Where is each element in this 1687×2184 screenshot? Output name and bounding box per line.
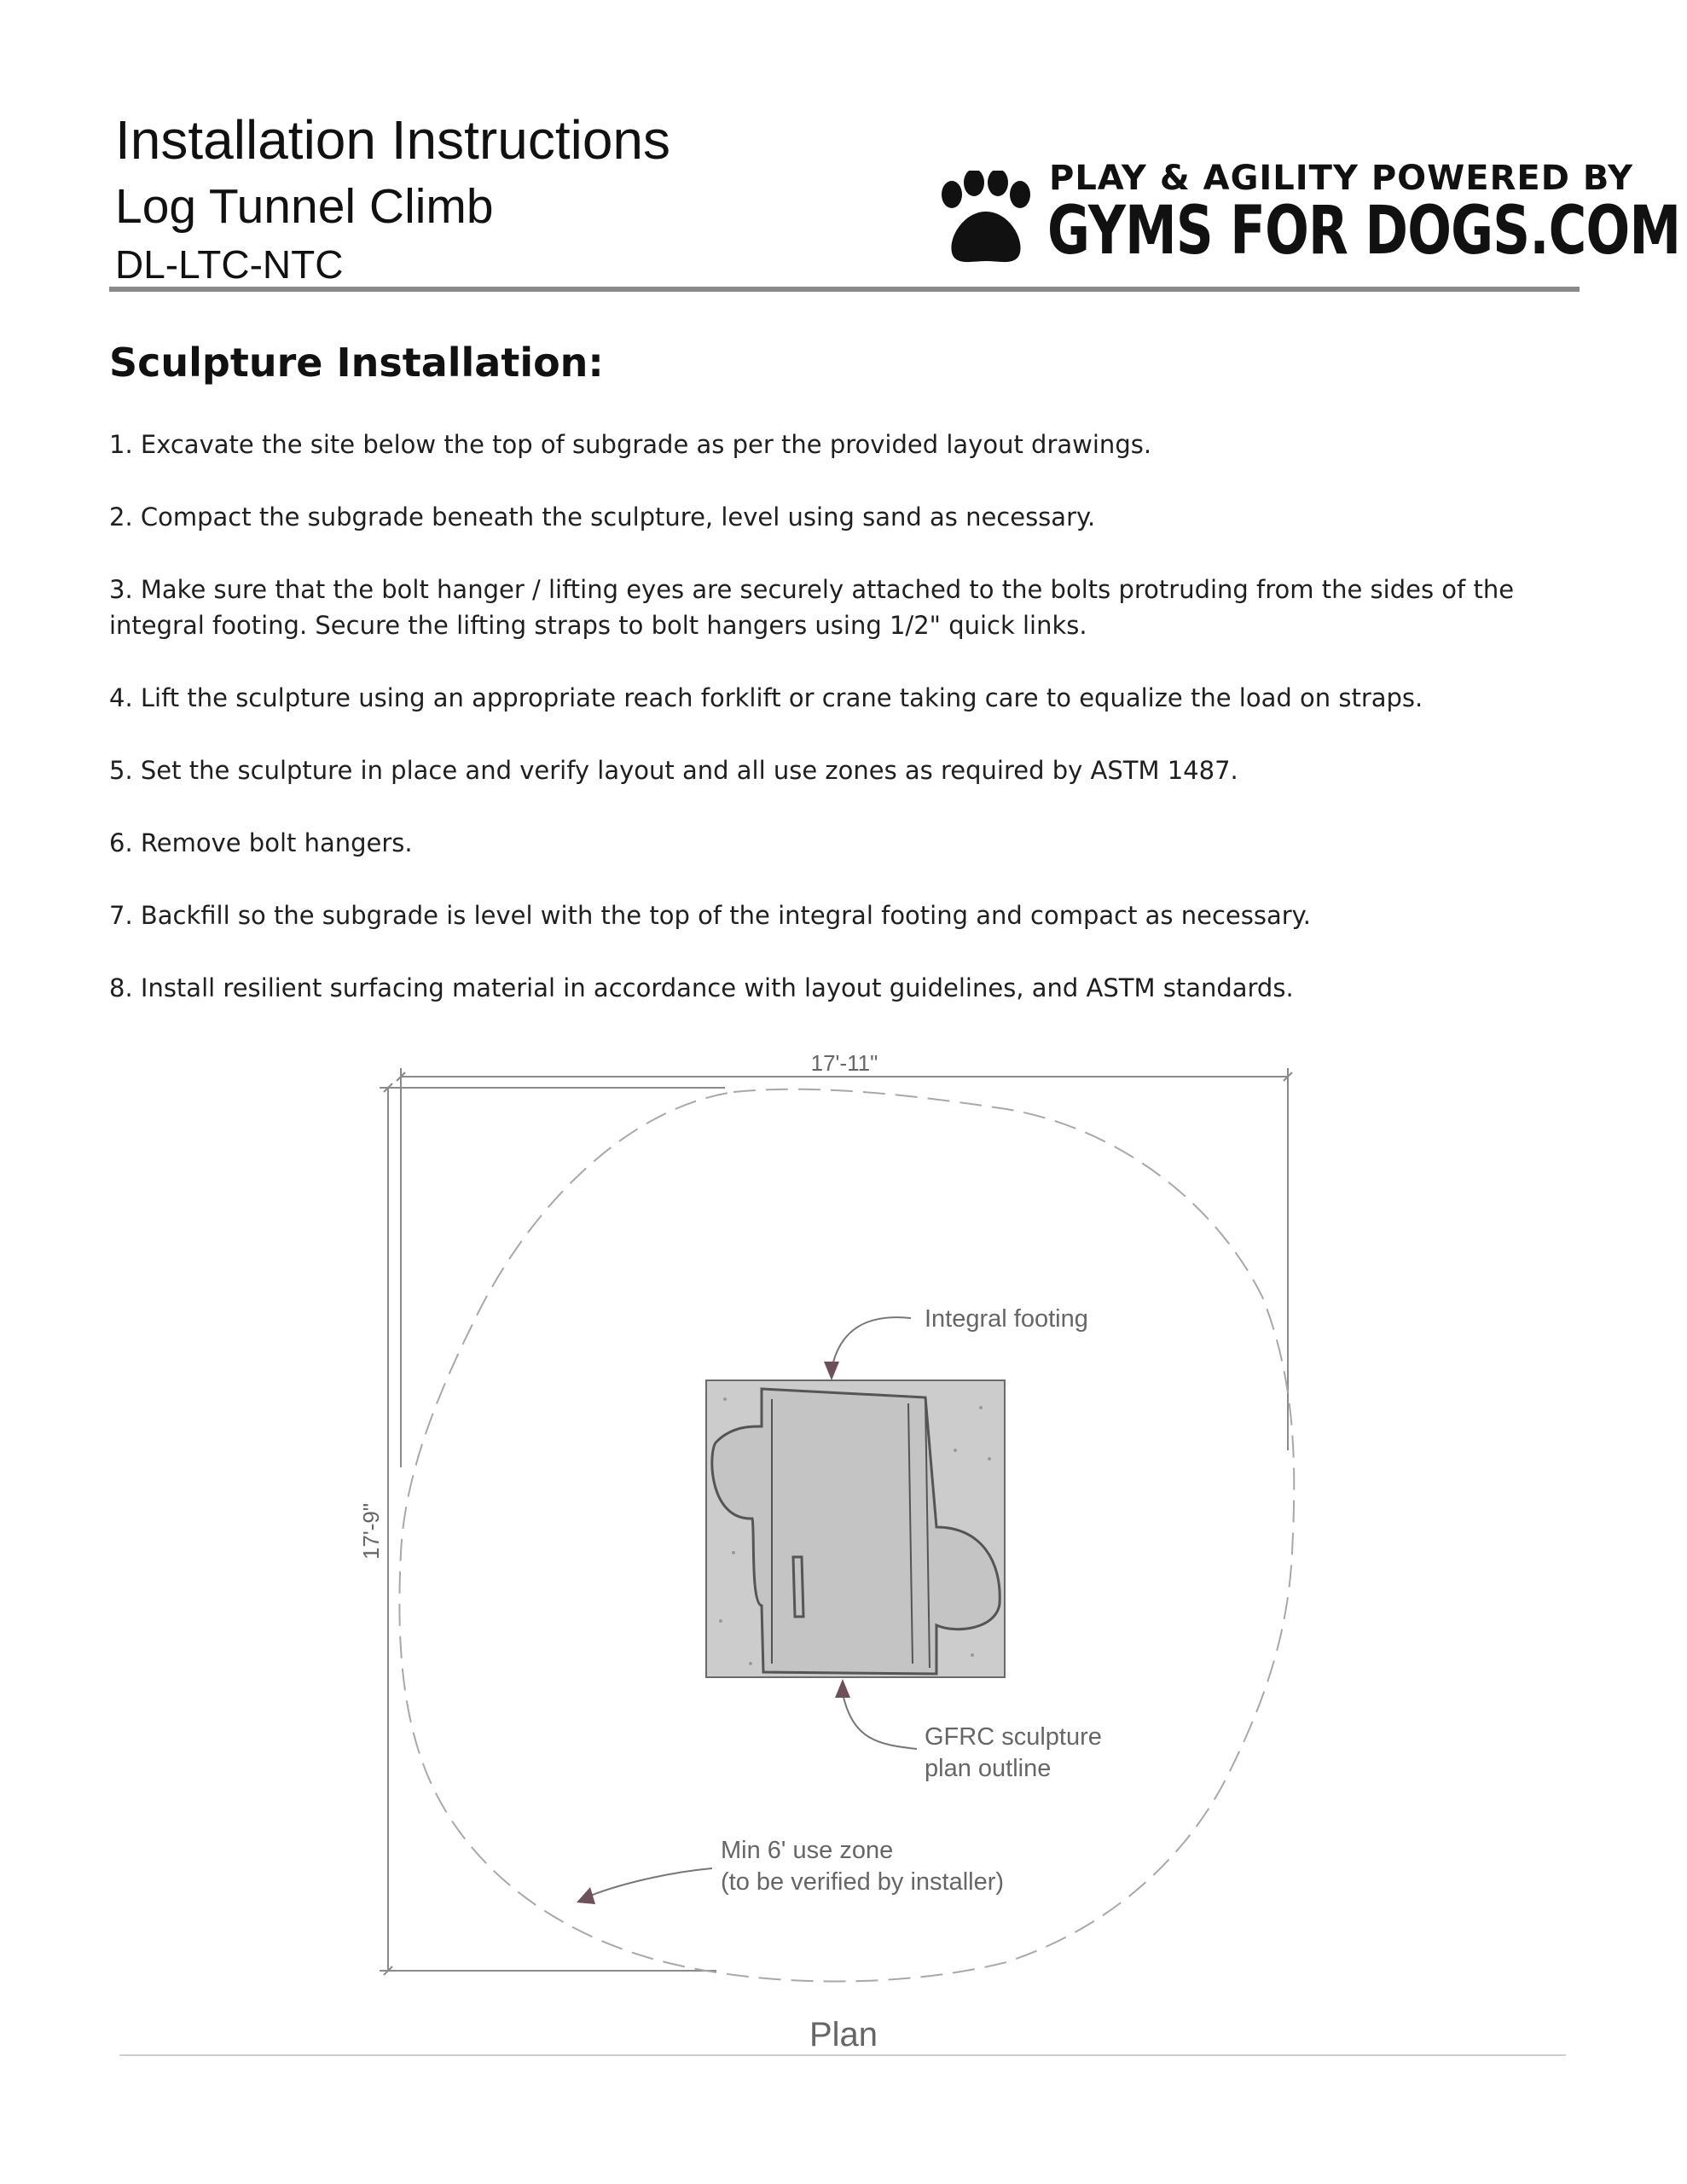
label-use-zone: Min 6' use zone [721,1837,894,1864]
step-5: 5. Set the sculpture in place and verify layout and all use zones as required by ASTM 1487. [109,756,1238,785]
step-8: 8. Install resilient surfacing material in accordance with layout guidelines, and ASTM standards. [109,973,1294,1002]
step-6: 6. Remove bolt hangers. [109,828,413,857]
step-1: 1. Excavate the site below the top of subgrade as per the provided layout drawings. [109,430,1152,459]
step-2: 2. Compact the subgrade beneath the sculpture, level using sand as necessary. [109,502,1096,531]
logo-tagline: PLAY & AGILITY POWERED BY [1049,159,1634,198]
section-title: Sculpture Installation: [109,340,604,386]
footer-divider [119,2054,1566,2056]
label-plan-outline: plan outline [925,1755,1052,1782]
logo-brand: GYMS FOR DOGS.COM [1047,193,1681,270]
label-use-zone-note: (to be verified by installer) [721,1868,1005,1896]
height-dimension [380,1083,725,1975]
label-integral-footing: Integral footing [925,1305,1088,1333]
step-7: 7. Backfill so the subgrade is level with the top of the integral footing and compact as necessary. [109,901,1311,930]
width-dimension-label: 17'-11" [810,1050,878,1076]
page-title: Installation Instructions [115,109,670,171]
label-gfrc-sculpture: GFRC sculpture [925,1723,1102,1751]
step-4: 4. Lift the sculpture using an appropriate reach forklift or crane taking care to equalize the load on straps. [109,683,1423,712]
height-dimension-label: 17'-9" [358,1502,384,1560]
product-name: Log Tunnel Climb [115,179,494,234]
step-3: 3. Make sure that the bolt hanger / lifting eyes are securely attached to the bolts protruding from the sides of the integral footing. Secure the lifting straps to bolt hangers using 1/2" quick links. [109,575,1515,640]
plan-caption: Plan [809,2016,878,2053]
product-code: DL-LTC-NTC [115,242,344,287]
